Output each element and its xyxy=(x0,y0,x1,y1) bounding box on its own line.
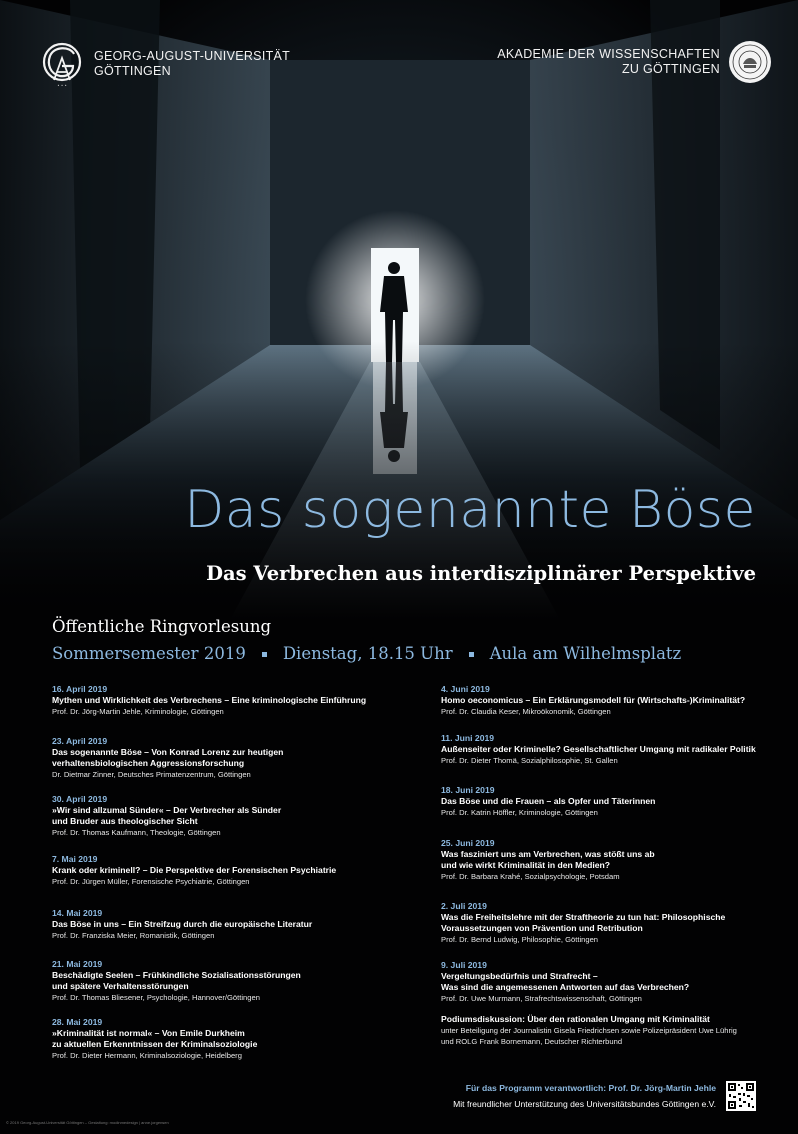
university-header xyxy=(40,40,290,88)
university-name xyxy=(94,49,290,79)
lecture-item xyxy=(441,838,771,901)
lecture-date: 9. Juli 2019 xyxy=(441,960,487,970)
lecture-item xyxy=(441,960,771,1014)
lecture-item xyxy=(441,785,771,838)
akademie-name xyxy=(497,47,720,77)
lecture-title: Was die Freiheitslehre mit der Straftheorie zu tun hat: Philosophische Voraussetzungen von Prävention und Retribution xyxy=(441,912,726,933)
akademie-name-line2: ZU GÖTTINGEN xyxy=(621,62,720,76)
lecture-speaker: Prof. Dr. Bernd Ludwig, Philosophie, Göttingen xyxy=(441,935,599,944)
lecture-title: Homo oeconomicus – Ein Erklärungsmodell für (Wirtschafts-)Kriminalität? xyxy=(441,695,746,705)
lecture-item xyxy=(52,854,392,908)
lecture-date: 7. Mai 2019 xyxy=(52,854,98,864)
qr-code-icon xyxy=(726,1081,756,1111)
akademie-header xyxy=(497,40,772,84)
lecture-item xyxy=(52,908,392,959)
imprint: © 2019 Georg-August-Universität Göttingen – Gestaltung: modinmedesign | anne.jorgensen xyxy=(6,1120,169,1125)
lecture-item xyxy=(441,684,771,733)
svg-text:• • •: • • • xyxy=(57,83,67,88)
separator-dot-icon xyxy=(262,652,267,657)
lecture-speaker: Prof. Dr. Thomas Kaufmann, Theologie, Göttingen xyxy=(52,828,221,837)
lecture-item xyxy=(52,684,392,736)
lecture-speaker: Prof. Dr. Claudia Keser, Mikroökonomik, Göttingen xyxy=(441,707,611,716)
lecture-title: Das sogenannte Böse – Von Konrad Lorenz zur heutigen verhaltensbiologischen Aggressionsforschung xyxy=(52,747,284,768)
lecture-date: 2. Juli 2019 xyxy=(441,901,487,911)
lecture-date: 4. Juni 2019 xyxy=(441,684,490,694)
lecture-item xyxy=(441,901,771,960)
lecture-item xyxy=(52,794,392,854)
lecture-list-left xyxy=(52,684,392,1061)
lecture-title: Was fasziniert uns am Verbrechen, was stößt uns ab und wie wirkt Kriminalität in den Medien? xyxy=(441,849,655,870)
lecture-title: Mythen und Wirklichkeit des Verbrechens – Eine kriminologische Einführung xyxy=(52,695,367,705)
podium-discussion xyxy=(441,1014,771,1047)
lecture-date: 11. Juni 2019 xyxy=(441,733,495,743)
lecture-item xyxy=(52,736,392,794)
program-responsible: Für das Programm verantwortlich: Prof. Dr. Jörg-Martin Jehle xyxy=(465,1083,716,1093)
lecture-item xyxy=(52,1017,392,1061)
lecture-speaker: Prof. Dr. Katrin Höffler, Kriminologie, Göttingen xyxy=(441,808,598,817)
lecture-list-right xyxy=(441,684,771,1047)
place-text: Aula am Wilhelmsplatz xyxy=(489,644,682,663)
lecture-date: 30. April 2019 xyxy=(52,794,108,804)
lecture-title: Das Böse in uns – Ein Streifzug durch die europäische Literatur xyxy=(52,919,313,929)
lecture-speaker: Dr. Dietmar Zinner, Deutsches Primatenzentrum, Göttingen xyxy=(52,770,251,779)
lecture-speaker: Prof. Dr. Barbara Krahé, Sozialpsychologie, Potsdam xyxy=(441,872,620,881)
lecture-speaker: Prof. Dr. Thomas Bliesener, Psychologie, Hannover/Göttingen xyxy=(52,993,260,1002)
university-logo-icon xyxy=(40,40,84,88)
support-note: Mit freundlicher Unterstützung des Universitätsbundes Göttingen e.V. xyxy=(453,1099,716,1109)
lecture-speaker: Prof. Dr. Franziska Meier, Romanistik, Göttingen xyxy=(52,931,215,940)
university-name-line2: GÖTTINGEN xyxy=(94,64,172,78)
lecture-speaker: Prof. Dr. Uwe Murmann, Strafrechtswissenschaft, Göttingen xyxy=(441,994,642,1003)
akademie-name-line1: AKADEMIE DER WISSENSCHAFTEN xyxy=(497,47,720,61)
event-info xyxy=(52,643,681,665)
lecture-speaker: Prof. Dr. Dieter Thomä, Sozialphilosophie, St. Gallen xyxy=(441,756,618,765)
lecture-date: 23. April 2019 xyxy=(52,736,108,746)
podium-text: unter Beteiligung der Journalistin Gisela Friedrichsen sowie Polizeipräsident Uwe Lührig und ROLG Frank Bornemann, Deutscher Richterbund xyxy=(441,1026,737,1046)
lecture-date: 18. Juni 2019 xyxy=(441,785,495,795)
lecture-speaker: Prof. Dr. Jürgen Müller, Forensische Psychiatrie, Göttingen xyxy=(52,877,250,886)
podium-title: Podiumsdiskussion: Über den rationalen Umgang mit Kriminalität xyxy=(441,1014,710,1024)
separator-dot-icon xyxy=(469,652,474,657)
lecture-item xyxy=(441,733,771,785)
lecture-date: 25. Juni 2019 xyxy=(441,838,495,848)
lecture-item xyxy=(52,959,392,1017)
lecture-title: Beschädigte Seelen – Frühkindliche Sozialisationsstörungen und spätere Verhaltensstörungen xyxy=(52,970,301,991)
lecture-title: Außenseiter oder Kriminelle? Gesellschaftlicher Umgang mit radikaler Politik xyxy=(441,744,756,754)
time-text: Dienstag, 18.15 Uhr xyxy=(282,644,453,663)
lecture-date: 21. Mai 2019 xyxy=(52,959,103,969)
lecture-title: »Wir sind allzumal Sünder« – Der Verbrecher als Sünder und Bruder aus theologischer Sicht xyxy=(52,805,282,826)
lecture-title: Krank oder kriminell? – Die Perspektive der Forensischen Psychiatrie xyxy=(52,865,337,875)
lecture-date: 14. Mai 2019 xyxy=(52,908,103,918)
lecture-title: Vergeltungsbedürfnis und Strafrecht – Was sind die angemessenen Antworten auf das Verbrechen? xyxy=(441,971,690,992)
akademie-seal-icon xyxy=(728,40,772,84)
series-label: Öffentliche Ringvorlesung xyxy=(52,617,272,636)
lecture-date: 16. April 2019 xyxy=(52,684,108,694)
lecture-speaker: Prof. Dr. Jörg-Martin Jehle, Kriminologie, Göttingen xyxy=(52,707,224,716)
lecture-date: 28. Mai 2019 xyxy=(52,1017,103,1027)
university-name-line1: GEORG-AUGUST-UNIVERSITÄT xyxy=(94,49,291,63)
lecture-title: »Kriminalität ist normal« – Von Emile Durkheim zu aktuellen Erkenntnissen der Kriminalsoziologie xyxy=(52,1028,258,1049)
semester-text: Sommersemester 2019 xyxy=(52,644,246,663)
poster-subtitle: Das Verbrechen aus interdisziplinärer Perspektive xyxy=(206,562,756,585)
lecture-speaker: Prof. Dr. Dieter Hermann, Kriminalsoziologie, Heidelberg xyxy=(52,1051,242,1060)
poster-title: Das sogenannte Böse xyxy=(184,480,756,540)
lecture-title: Das Böse und die Frauen – als Opfer und Täterinnen xyxy=(441,796,656,806)
